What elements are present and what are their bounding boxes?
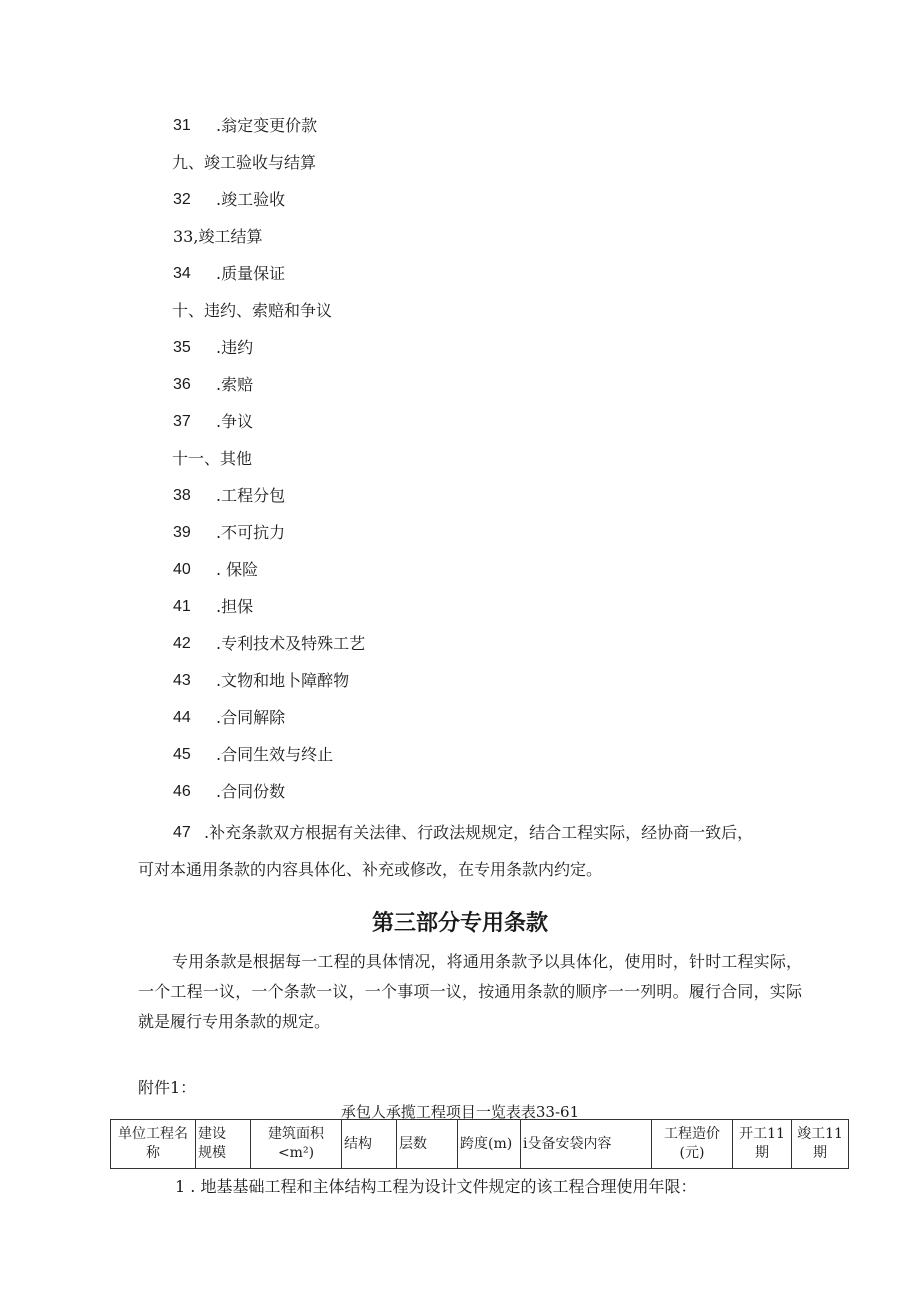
header-line-1: 单位工程名 xyxy=(118,1126,188,1142)
table-header-cell xyxy=(458,1120,521,1169)
project-table xyxy=(110,1119,849,1169)
toc-text: .合同生效与终止 xyxy=(216,745,334,764)
table-header-row xyxy=(111,1120,849,1169)
table-header-cell xyxy=(196,1120,251,1169)
header-line-1: 建筑面积 xyxy=(268,1126,324,1142)
toc-number: 41 xyxy=(173,598,191,615)
header-line-1: i殳备安袋内容 xyxy=(523,1135,612,1152)
toc-text: 可对本通用条款的内容具体化、补充或修改，在专用条款内约定。 xyxy=(138,860,603,879)
header-line-1: 层数 xyxy=(399,1135,427,1152)
toc-number: 40 xyxy=(173,561,191,578)
table-header-cell xyxy=(111,1120,196,1169)
toc-number: 34 xyxy=(173,265,191,282)
toc-text: .质量保证 xyxy=(216,264,286,283)
toc-number: 42 xyxy=(173,635,191,652)
toc-number: 45 xyxy=(173,746,191,763)
table-header-cell xyxy=(733,1120,792,1169)
toc-number: 46 xyxy=(173,783,191,800)
toc-section-text: 九、竣工验收与结算 xyxy=(172,153,317,172)
header-line-2: 期 xyxy=(813,1145,827,1161)
toc-text: 33,竣工结算 xyxy=(173,227,263,246)
header-line-2: (元) xyxy=(679,1145,705,1161)
toc-section-text: 十一、其他 xyxy=(172,449,253,468)
toc-text: .争议 xyxy=(216,412,254,431)
header-line-1: 建设 xyxy=(198,1126,226,1142)
toc-item-47-continued xyxy=(138,860,602,880)
toc-number: 47 xyxy=(173,824,191,841)
header-line-2: <m²) xyxy=(277,1145,315,1161)
table-header-cell xyxy=(251,1120,342,1169)
toc-number: 37 xyxy=(173,413,191,430)
header-line-1: 结构 xyxy=(344,1135,372,1152)
table-header-cell xyxy=(342,1120,397,1169)
toc-text: .合同解除 xyxy=(216,708,286,727)
table-title: 承包人承揽工程项目一览表表33-61 xyxy=(340,1103,580,1121)
table-header-cell xyxy=(652,1120,733,1169)
toc-text: .索赔 xyxy=(216,375,254,394)
toc-number: 31 xyxy=(173,117,191,134)
toc-number: 43 xyxy=(173,672,191,689)
toc-text: .专利技术及特殊工艺 xyxy=(216,634,366,653)
toc-number: 39 xyxy=(173,524,191,541)
toc-text: .合同份数 xyxy=(216,782,286,801)
footnote-line: 1 . 地基基础工程和主体结构工程为设计文件规定的该工程合理使用年限： xyxy=(175,1177,697,1196)
toc-text: .担保 xyxy=(216,597,254,616)
table-header-cell xyxy=(397,1120,458,1169)
header-line-2: 规模 xyxy=(198,1145,226,1161)
toc-text: .翁定变更价款 xyxy=(216,116,318,135)
toc-text: .违约 xyxy=(216,338,254,357)
header-line-1: 跨度(m) xyxy=(460,1135,513,1152)
table-header-cell xyxy=(792,1120,849,1169)
header-line-1: 开工11 xyxy=(739,1126,785,1142)
toc-text: .补充条款双方根据有关法律、行政法规规定，结合工程实际，经协商一致后， xyxy=(204,823,754,842)
header-line-1: 竣工11 xyxy=(797,1126,843,1142)
toc-number: 35 xyxy=(173,339,191,356)
toc-text: .工程分包 xyxy=(216,486,286,505)
toc-number: 44 xyxy=(173,709,191,726)
toc-text: .竣工验收 xyxy=(216,190,286,209)
toc-number: 36 xyxy=(173,376,191,393)
table-header-cell xyxy=(521,1120,652,1169)
part-three-paragraph: 专用条款是根据每一工程的具体情况，将通用条款予以具体化，使用时，针时工程实际，一个工程一议，一个条款一议，一个事项一议，按通用条款的顺序一一列明。履行合同，实际就是履行专用条款的规定。 xyxy=(138,952,802,1031)
header-line-1: 工程造价 xyxy=(664,1126,720,1142)
toc-text: .文物和地卜障醉物 xyxy=(216,671,350,690)
toc-number: 38 xyxy=(173,487,191,504)
toc-number: 32 xyxy=(173,191,191,208)
toc-text: . 保险 xyxy=(216,560,259,579)
header-line-2: 期 xyxy=(755,1145,769,1161)
header-line-2: 称 xyxy=(146,1145,160,1161)
attachment-label: 附件1： xyxy=(138,1078,197,1097)
part-three-heading: 第三部分专用条款 xyxy=(371,911,548,936)
toc-text: .不可抗力 xyxy=(216,523,286,542)
toc-section-text: 十、违约、索赔和争议 xyxy=(172,301,333,320)
